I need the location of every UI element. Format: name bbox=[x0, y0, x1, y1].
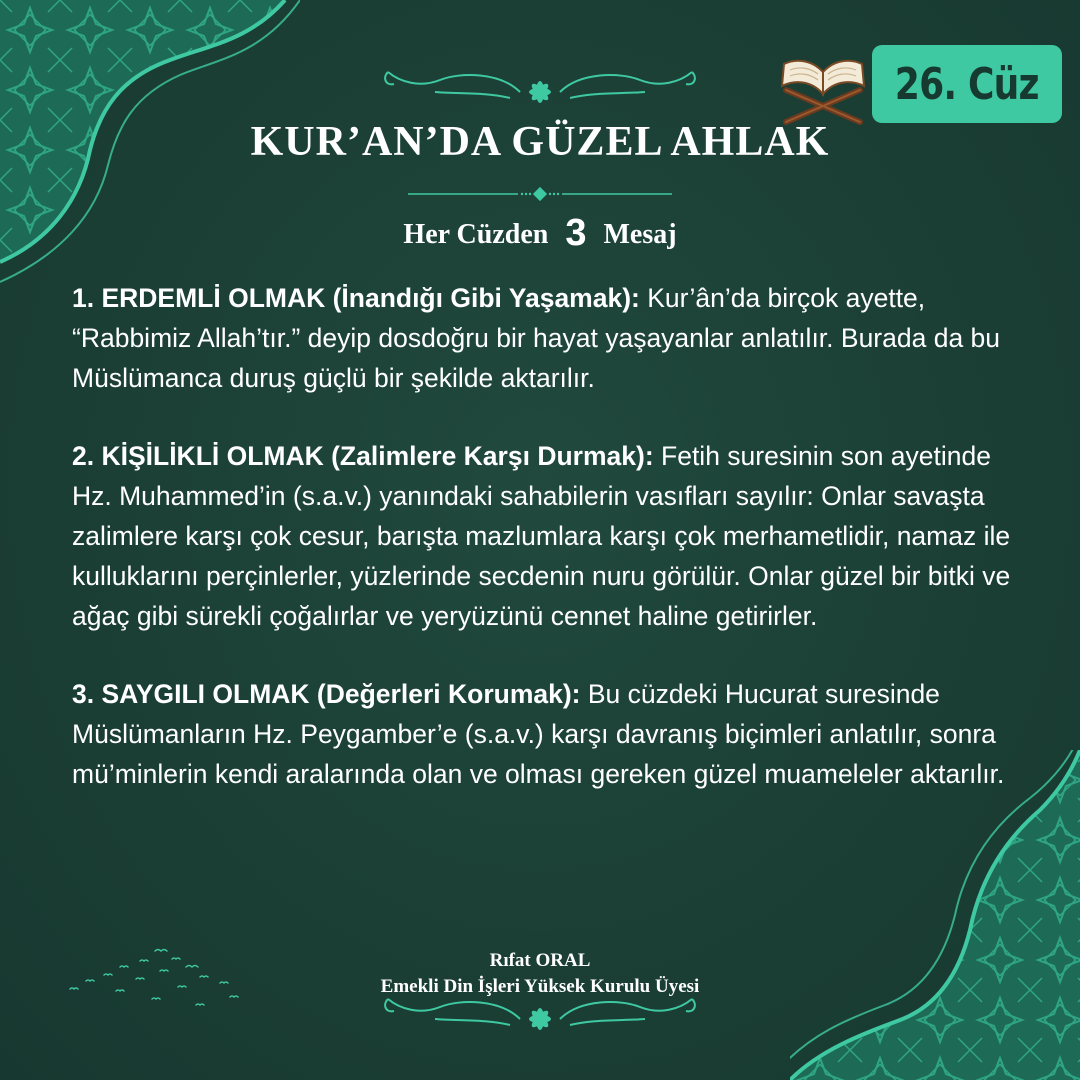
message-body: Bu cüzdeki Hucurat suresinde Müslümanların Hz. Peygamber’e (s.a.v.) karşı davranış biçimleri anlatılır, sonra mü’minlerin kendi aralarında olan ve olması gereken güzel muameleler aktarılır. bbox=[72, 679, 1005, 789]
subtitle bbox=[0, 210, 1080, 253]
cuz-number-label: 26. Cüz bbox=[895, 58, 1039, 110]
message-item bbox=[72, 436, 1012, 636]
author-role: Emekli Din İşleri Yüksek Kurulu Üyesi bbox=[380, 976, 700, 997]
top-flourish-ornament bbox=[380, 62, 700, 122]
subtitle-number: 3 bbox=[565, 212, 587, 254]
message-body: Fetih suresinin son ayetinde Hz. Muhammed’in (s.a.v.) yanındaki sahabilerin vasıfları sayılır: Onlar savaşta zalimlere karşı çok cesur, barışta mazlumlara karşı çok merhametlidir, namaz ile kulluklarını perçinlerler, yüzlerinde secdenin nuru görülür. Onlar güzel bir bitki ve ağaç gibi sürekli çoğalırlar ve yeryüzünü cennet haline getirirler. bbox=[72, 441, 1011, 631]
message-heading: 3. SAYGILI OLMAK (Değerleri Korumak): bbox=[72, 679, 581, 709]
bottom-flourish-ornament bbox=[380, 995, 700, 1055]
message-body: Kur’ân’da birçok ayette, “Rabbimiz Allah’tır.” deyip dosdoğru bir hayat yaşayanlar anlatılır. Burada da bu Müslümanca duruş güçlü bir şekilde aktarılır. bbox=[72, 283, 1001, 393]
message-heading: 1. ERDEMLİ OLMAK (İnandığı Gibi Yaşamak): bbox=[72, 283, 640, 313]
message-item bbox=[72, 278, 1012, 398]
author-name: Rıfat ORAL bbox=[489, 950, 591, 971]
page-title: KUR’AN’DA GÜZEL AHLAK bbox=[250, 119, 830, 165]
cuz-number-badge bbox=[872, 45, 1062, 123]
title-divider bbox=[408, 186, 672, 202]
messages-list bbox=[72, 278, 1012, 832]
subtitle-left: Her Cüzden bbox=[403, 219, 549, 250]
subtitle-right: Mesaj bbox=[603, 219, 677, 250]
message-item bbox=[72, 674, 1012, 794]
message-heading: 2. KİŞİLİKLİ OLMAK (Zalimlere Karşı Durmak): bbox=[72, 441, 654, 471]
author-block bbox=[0, 948, 1080, 1000]
